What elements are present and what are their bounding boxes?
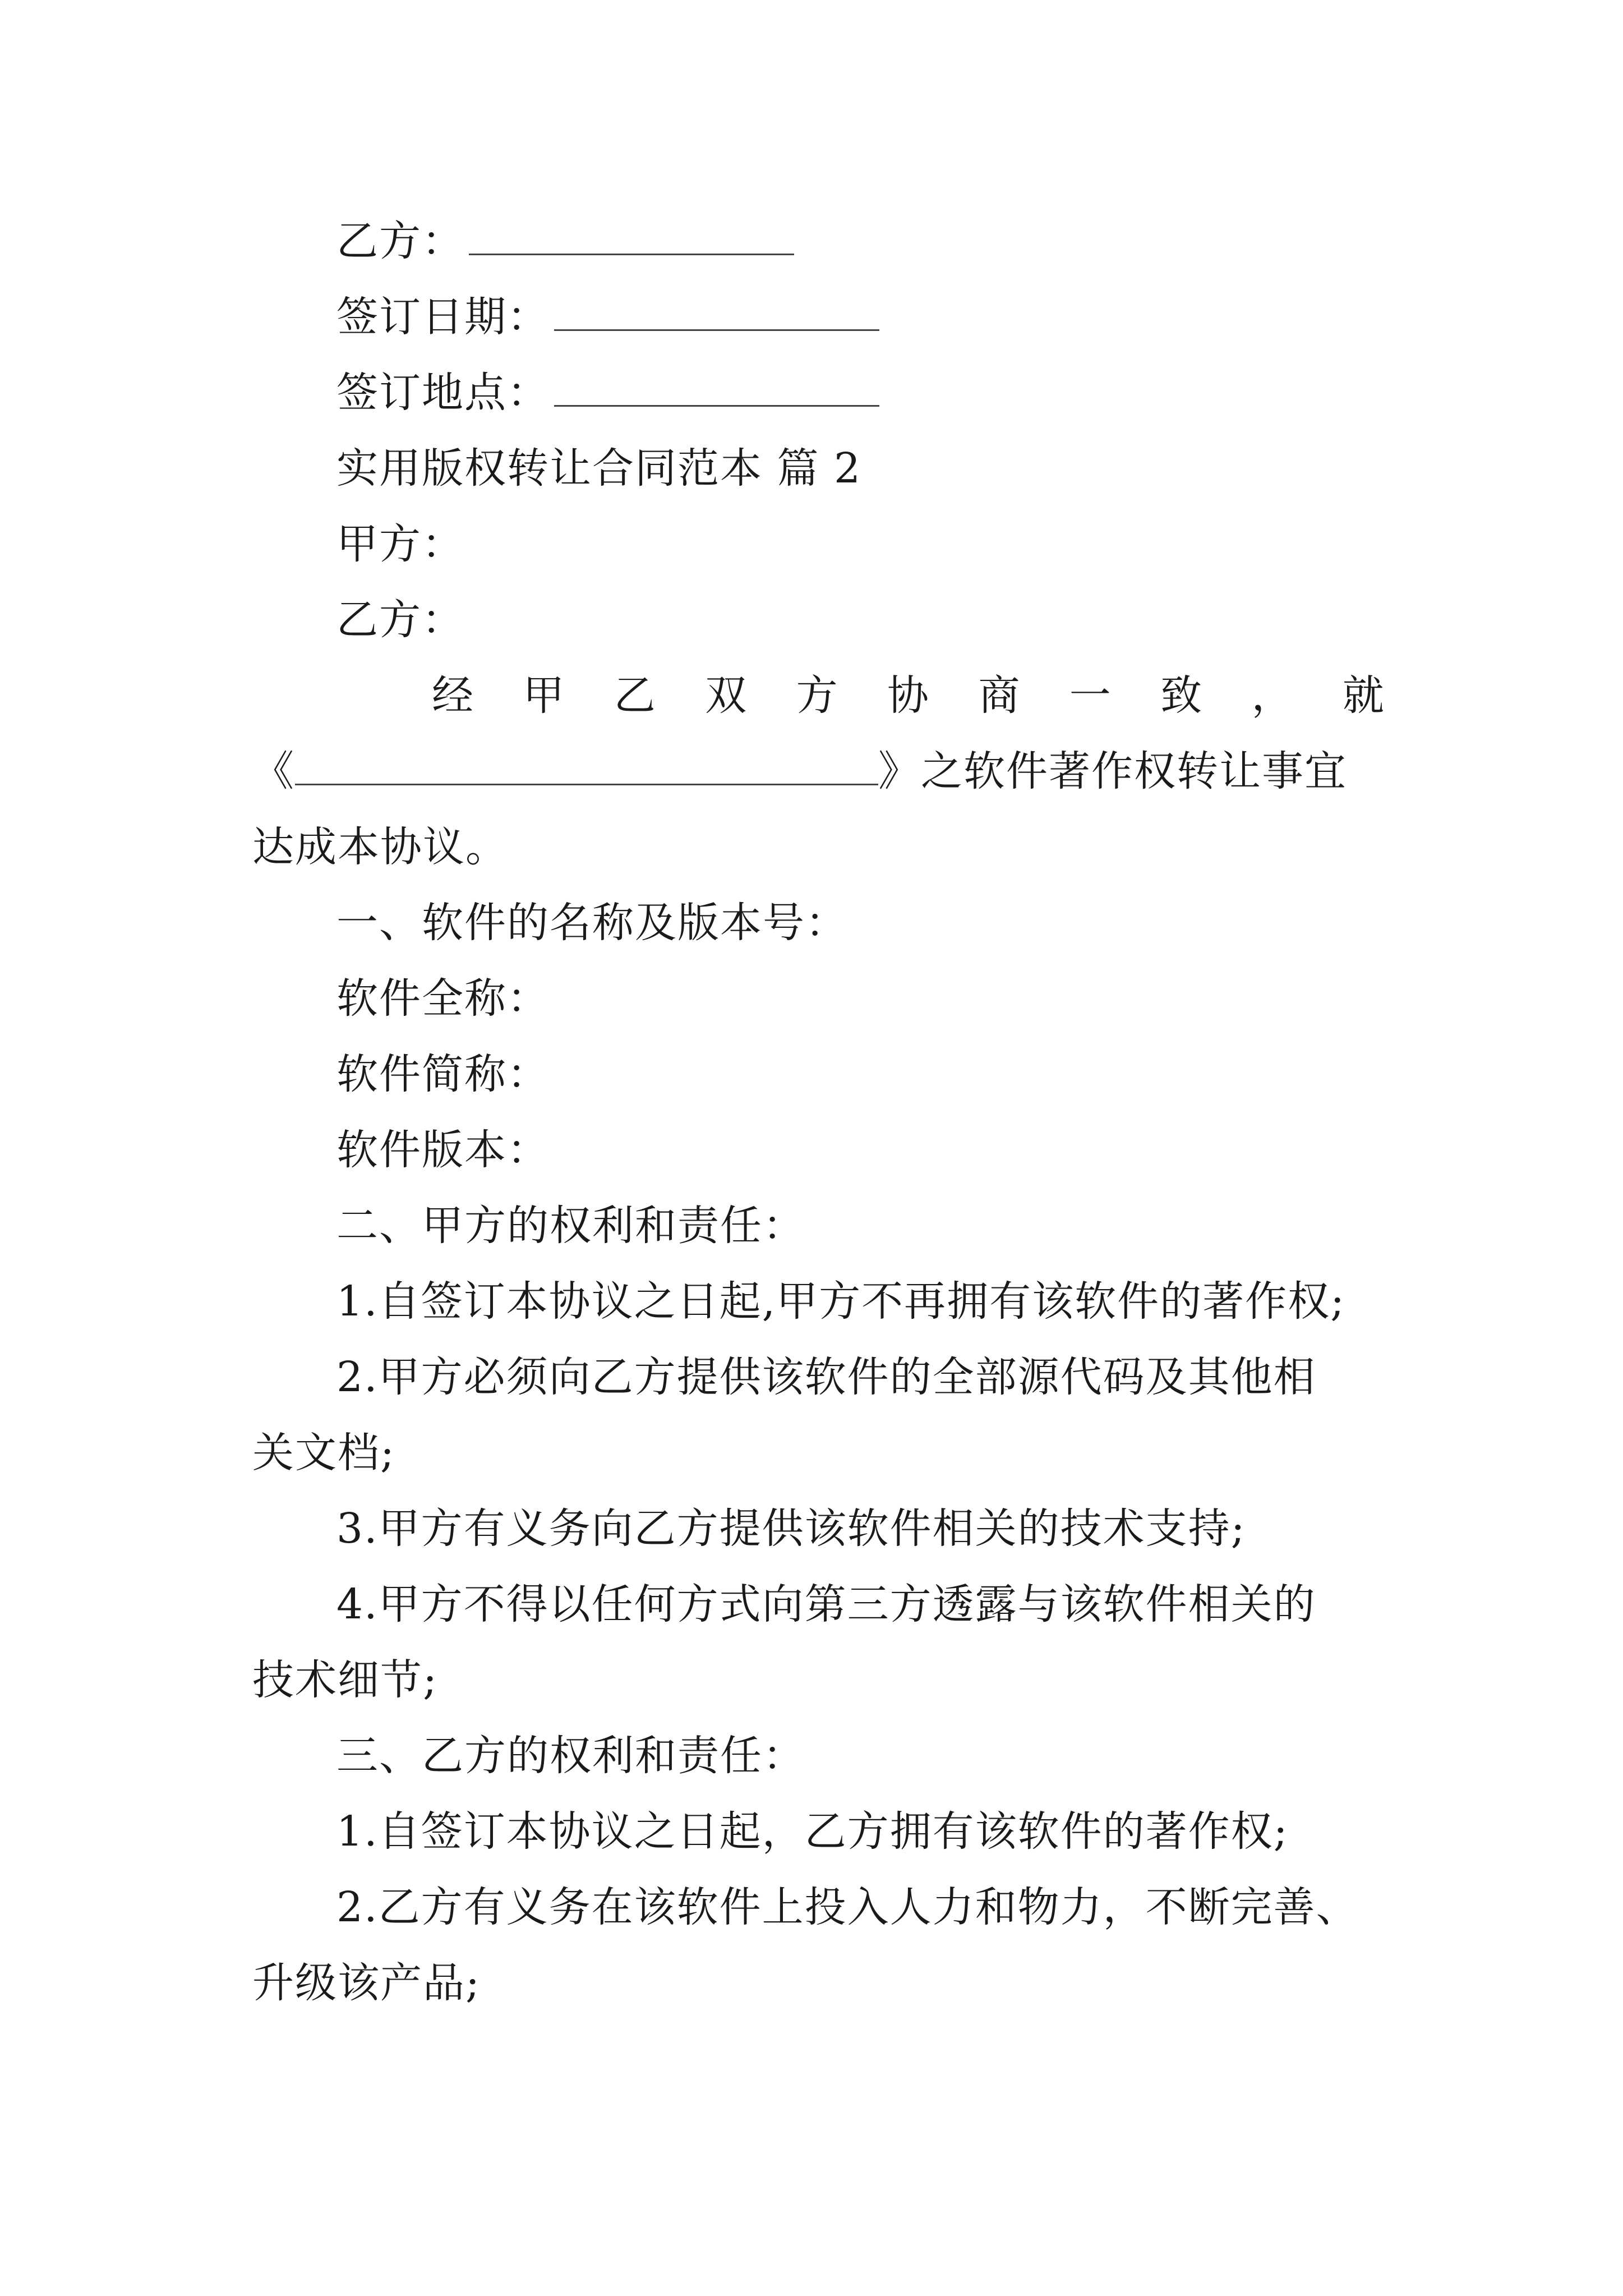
section3-item1: 1.自签订本协议之日起，乙方拥有该软件的著作权; — [336, 1807, 1289, 1856]
sign-place-blank — [554, 370, 879, 407]
section2-item4-line2: 技术细节; — [252, 1656, 438, 1704]
intro-char: 协 — [887, 671, 930, 720]
intro-char: 商 — [978, 671, 1021, 720]
sign-place-line — [336, 367, 1391, 418]
section3-title: 三、乙方的权利和责任： — [336, 1732, 805, 1780]
section-title: 实用版权转让合同范本 篇 2 — [336, 444, 862, 493]
section3-item2-line1: 2.乙方有义务在该软件上投入人力和物力，不断完善、 — [336, 1883, 1359, 1931]
sign-date-blank — [554, 295, 879, 331]
party-b-blank — [469, 219, 794, 255]
party-b-label-2: 乙方： — [336, 596, 464, 644]
sign-place-label: 签订地点： — [336, 369, 550, 417]
intro-char: 一 — [1069, 671, 1112, 720]
intro-char: 经 — [432, 671, 474, 720]
party-b-label: 乙方： — [336, 217, 464, 265]
party-a-label: 甲方： — [336, 520, 464, 568]
intro-line-1 — [432, 670, 1385, 721]
intro-char: ， — [1251, 671, 1294, 720]
software-full-name-label: 软件全称： — [336, 974, 550, 1023]
intro-line-2 — [252, 746, 1391, 797]
software-short-name-label: 软件简称： — [336, 1050, 550, 1098]
section3-item2-line2: 升级该产品; — [252, 1959, 481, 2007]
section2-item1: 1.自签订本协议之日起,甲方不再拥有该软件的著作权; — [336, 1277, 1346, 1326]
section1-title: 一、软件的名称及版本号： — [336, 899, 848, 947]
bracket-open: 《 — [252, 747, 295, 795]
intro-char: 甲 — [523, 671, 566, 720]
bracket-close-text: 》之软件著作权转让事宜 — [878, 747, 1347, 795]
intro-char: 致 — [1160, 671, 1204, 720]
section2-item4-line1: 4.甲方不得以任何方式向第三方透露与该软件相关的 — [336, 1580, 1316, 1628]
software-version-label: 软件版本： — [336, 1126, 550, 1174]
intro-char: 乙 — [614, 671, 657, 720]
section2-title: 二、甲方的权利和责任： — [336, 1202, 805, 1250]
section2-item2-line2: 关文档; — [252, 1429, 395, 1477]
intro-line-3: 达成本协议。 — [252, 823, 508, 871]
intro-char: 就 — [1342, 671, 1385, 720]
sign-date-line — [336, 292, 1391, 342]
party-b-signature-line — [336, 216, 1391, 266]
section2-item2-line1: 2.甲方必须向乙方提供该软件的全部源代码及其他相 — [336, 1353, 1316, 1401]
section2-item3: 3.甲方有义务向乙方提供该软件相关的技术支持; — [336, 1504, 1246, 1553]
intro-char: 方 — [796, 671, 839, 720]
sign-date-label: 签订日期： — [336, 293, 550, 341]
software-name-blank — [295, 749, 878, 785]
intro-char: 双 — [705, 671, 748, 720]
